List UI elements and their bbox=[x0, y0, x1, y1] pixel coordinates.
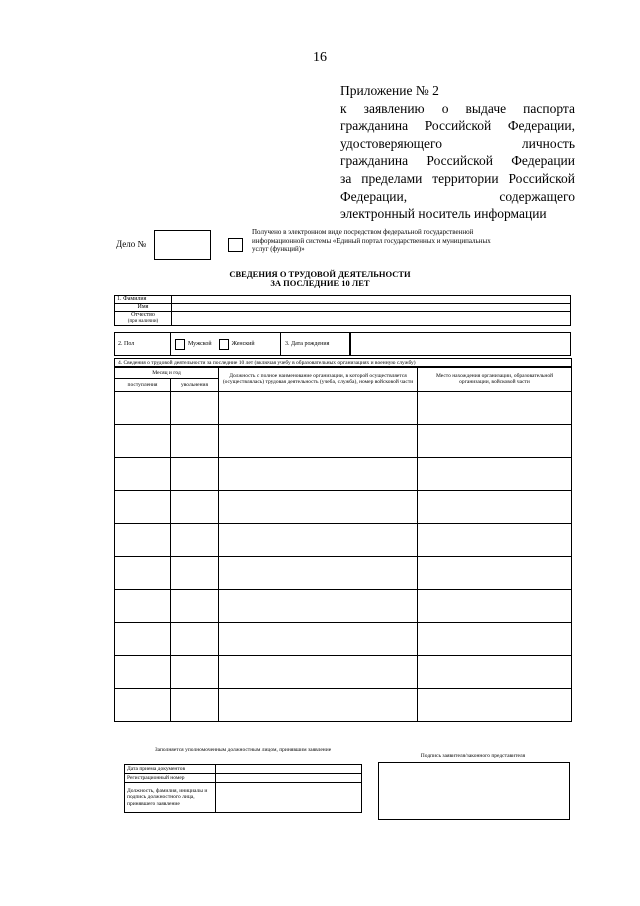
position-header: Должность с полное наименование организации, в которой осуществляется (осуществлялась) трудовая деятельность (учеба, служба), номер войсковой части bbox=[219, 367, 418, 392]
hired-cell[interactable] bbox=[115, 623, 171, 656]
position-cell[interactable] bbox=[219, 623, 418, 656]
patronymic-field[interactable] bbox=[172, 312, 571, 326]
location-cell[interactable] bbox=[418, 425, 572, 458]
section-title-line1: СВЕДЕНИЯ О ТРУДОВОЙ ДЕЯТЕЛЬНОСТИ bbox=[229, 269, 411, 279]
hired-cell[interactable] bbox=[115, 689, 171, 722]
fired-cell[interactable] bbox=[171, 623, 219, 656]
birth-date-label-text: 3. Дата рождения bbox=[285, 341, 330, 347]
appendix-line: гражданина Российской Федерации bbox=[340, 153, 575, 169]
applicant-signature-field[interactable] bbox=[378, 762, 570, 820]
signature-caption: Подпись заявителя/законного представителя bbox=[420, 753, 526, 759]
gender-label bbox=[114, 332, 171, 356]
page-number: 16 bbox=[313, 50, 327, 65]
name-label: Имя bbox=[115, 304, 172, 312]
position-cell[interactable] bbox=[219, 392, 418, 425]
male-checkbox[interactable] bbox=[175, 339, 185, 350]
appendix-line: к заявлению о выдаче паспорта bbox=[340, 100, 575, 116]
surname-field[interactable] bbox=[172, 296, 571, 304]
hired-cell[interactable] bbox=[115, 590, 171, 623]
location-cell[interactable] bbox=[418, 590, 572, 623]
personal-info-table bbox=[114, 295, 571, 326]
location-cell[interactable] bbox=[418, 458, 572, 491]
location-cell[interactable] bbox=[418, 656, 572, 689]
fired-cell[interactable] bbox=[171, 689, 219, 722]
fired-cell[interactable] bbox=[171, 425, 219, 458]
appendix-header bbox=[340, 82, 575, 223]
location-cell[interactable] bbox=[418, 524, 572, 557]
surname-label: 1. Фамилия bbox=[115, 296, 172, 304]
acceptance-date-label: Дата приема документов bbox=[125, 765, 216, 774]
male-label: Мужской bbox=[188, 341, 212, 347]
name-field[interactable] bbox=[172, 304, 571, 312]
appendix-line: за пределами территории Российской bbox=[340, 170, 575, 186]
female-checkbox[interactable] bbox=[219, 339, 229, 350]
location-cell[interactable] bbox=[418, 689, 572, 722]
case-number-field[interactable] bbox=[154, 230, 211, 260]
electronic-received-note: Получено в электронном виде посредством федеральной государственной информационной системы «Единый портал государственных и муниципальных услуг (функций)» bbox=[252, 228, 491, 253]
location-header: Место нахождения организации, образовательной организации, войсковой части bbox=[418, 367, 572, 392]
work-history-title: 4. Сведения о трудовой деятельности за последние 10 лет (включая учебу в образовательных организациях и военную службу) bbox=[114, 358, 572, 368]
position-cell[interactable] bbox=[219, 656, 418, 689]
birth-date-label bbox=[280, 332, 350, 356]
appendix-line: электронный носитель информации bbox=[340, 206, 547, 222]
appendix-line: гражданина Российской Федерации, bbox=[340, 118, 575, 134]
hired-cell[interactable] bbox=[115, 557, 171, 590]
section-title-line2: ЗА ПОСЛЕДНИЕ 10 ЛЕТ bbox=[270, 278, 370, 288]
hired-cell[interactable] bbox=[115, 392, 171, 425]
fired-header: увольнения bbox=[171, 379, 219, 392]
patronymic-label-text: Отчество bbox=[131, 312, 155, 318]
gender-row bbox=[114, 332, 571, 356]
appendix-title: Приложение № 2 bbox=[340, 83, 439, 98]
registration-number-label: Регистрационный номер bbox=[125, 774, 216, 783]
hired-cell[interactable] bbox=[115, 491, 171, 524]
case-number-label: Дело № bbox=[116, 239, 147, 249]
position-cell[interactable] bbox=[219, 524, 418, 557]
gender-label-text: 2. Пол bbox=[118, 341, 135, 347]
fired-cell[interactable] bbox=[171, 557, 219, 590]
fired-cell[interactable] bbox=[171, 656, 219, 689]
location-cell[interactable] bbox=[418, 623, 572, 656]
gender-options bbox=[170, 332, 283, 356]
position-cell[interactable] bbox=[219, 557, 418, 590]
official-signature-field[interactable] bbox=[216, 783, 362, 813]
hired-cell[interactable] bbox=[115, 425, 171, 458]
position-cell[interactable] bbox=[219, 689, 418, 722]
position-cell[interactable] bbox=[219, 491, 418, 524]
fired-cell[interactable] bbox=[171, 392, 219, 425]
acceptance-date-field[interactable] bbox=[216, 765, 362, 774]
official-caption: Заполняется уполномоченным должностным лицом, принявшим заявление bbox=[154, 747, 332, 753]
fired-cell[interactable] bbox=[171, 458, 219, 491]
fired-cell[interactable] bbox=[171, 524, 219, 557]
registration-number-field[interactable] bbox=[216, 774, 362, 783]
hired-cell[interactable] bbox=[115, 524, 171, 557]
section-title bbox=[0, 270, 640, 288]
hired-header: поступления bbox=[115, 379, 171, 392]
work-history-table bbox=[114, 366, 572, 722]
position-cell[interactable] bbox=[219, 458, 418, 491]
location-cell[interactable] bbox=[418, 392, 572, 425]
appendix-line: Федерации, содержащего bbox=[340, 188, 575, 204]
location-cell[interactable] bbox=[418, 491, 572, 524]
fired-cell[interactable] bbox=[171, 590, 219, 623]
electronic-received-checkbox[interactable] bbox=[228, 238, 243, 252]
female-label: Женский bbox=[231, 341, 255, 347]
birth-date-field[interactable] bbox=[350, 332, 571, 356]
patronymic-label bbox=[115, 312, 172, 326]
hired-cell[interactable] bbox=[115, 656, 171, 689]
month-year-header: Месяц и год bbox=[115, 367, 219, 379]
position-cell[interactable] bbox=[219, 590, 418, 623]
patronymic-note: (при наличии) bbox=[127, 318, 159, 324]
fired-cell[interactable] bbox=[171, 491, 219, 524]
official-signature-label: Должность, фамилия, инициалы и подпись должностного лица, принявшего заявление bbox=[125, 783, 216, 813]
hired-cell[interactable] bbox=[115, 458, 171, 491]
location-cell[interactable] bbox=[418, 557, 572, 590]
appendix-line: удостоверяющего личность bbox=[340, 135, 575, 151]
position-cell[interactable] bbox=[219, 425, 418, 458]
official-table bbox=[124, 764, 362, 813]
